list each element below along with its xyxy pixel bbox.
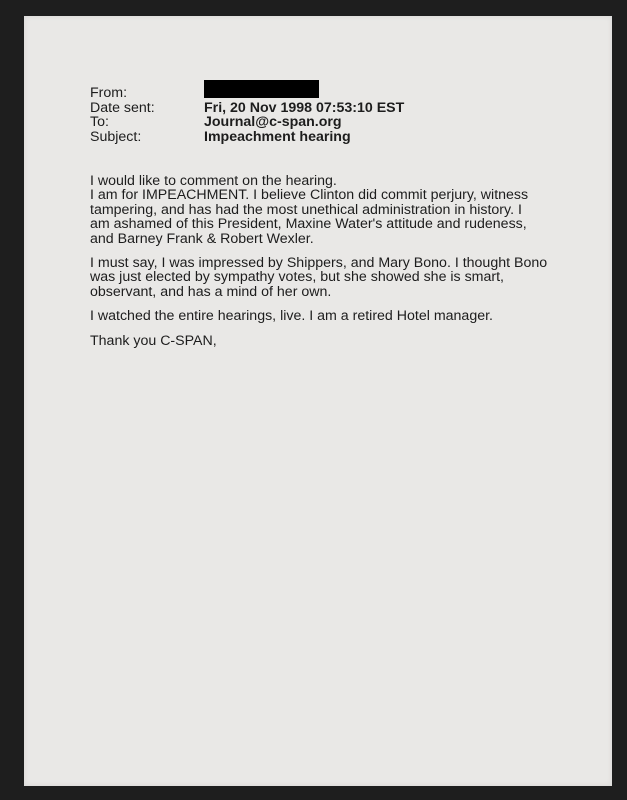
- email-header: [90, 86, 404, 144]
- body-line: I would like to comment on the hearing.: [90, 173, 337, 189]
- body-line: am ashamed of this President, Maxine Water's attitude and rudeness,: [90, 216, 527, 233]
- body-line: I must say, I was impressed by Shippers, and Mary Bono. I thought Bono: [90, 255, 548, 272]
- subject-row: [90, 130, 404, 145]
- paragraph-3: [90, 309, 590, 323]
- email-body: [90, 174, 590, 358]
- date-row: [90, 101, 404, 116]
- date-value: Fri, 20 Nov 1998 07:53:10 EST: [204, 99, 405, 116]
- subject-label: Subject:: [90, 128, 142, 145]
- to-value: Journal@c-span.org: [204, 114, 342, 131]
- paper-page: [24, 16, 612, 786]
- to-row: [90, 115, 404, 130]
- from-row: [90, 86, 404, 101]
- body-line: and Barney Frank & Robert Wexler.: [90, 230, 314, 247]
- subject-value: Impeachment hearing: [204, 128, 351, 145]
- from-label: From:: [90, 85, 128, 101]
- signoff-line: Thank you C-SPAN,: [90, 332, 217, 349]
- paragraph-2: [90, 256, 590, 299]
- body-line: I am for IMPEACHMENT. I believe Clinton did commit perjury, witness: [90, 187, 529, 204]
- body-line: observant, and has a mind of her own.: [90, 283, 332, 300]
- redaction-block: [204, 80, 319, 98]
- date-label: Date sent:: [90, 99, 155, 116]
- to-label: To:: [90, 114, 109, 131]
- body-line: was just elected by sympathy votes, but she showed she is smart,: [90, 269, 504, 286]
- body-line: tampering, and has had the most unethical administration in history. I: [90, 201, 522, 218]
- paragraph-4: [90, 334, 590, 348]
- body-line: I watched the entire hearings, live. I am a retired Hotel manager.: [90, 308, 493, 325]
- paragraph-1: [90, 174, 590, 246]
